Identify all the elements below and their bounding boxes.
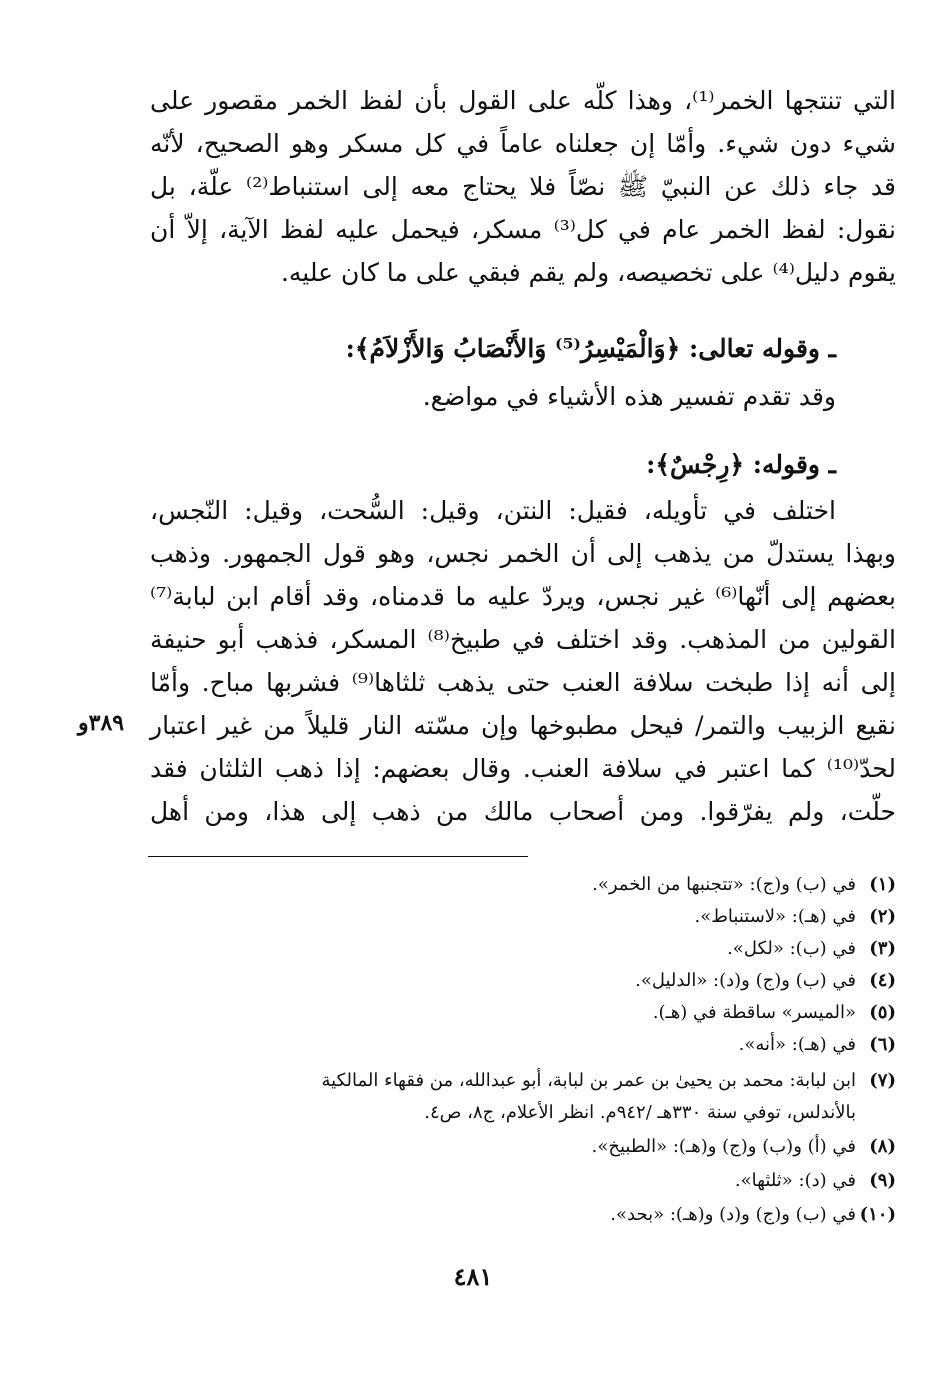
footnote-number: (١٠) (859, 1204, 896, 1225)
section-heading: ـ وقوله تعالى: ﴿وَالْمَيْسِرُ⁽⁵⁾ وَالأَنْصَابُ وَالأَزْلاَمُ﴾: (345, 334, 836, 363)
footnote-text: بالأندلس، توفي سنة ٣٣٠هـ /٩٤٢م. انظر الأعلام، ج٨، ص٤. (424, 1102, 856, 1123)
footnote (140, 998, 896, 1028)
footnote (140, 870, 896, 900)
footnote-text: في (هـ): «أنه». (738, 1034, 856, 1055)
footnote (140, 934, 896, 964)
body-line: يقوم دليل⁽⁴⁾ على تخصيصه، ولم يقم فبقي على ما كان عليه. (280, 258, 896, 287)
footnote (140, 1166, 896, 1196)
body-line: وبهذا يستدلّ من يذهب إلى أن الخمر نجس، وهو قول الجمهور. وذهب (150, 539, 896, 568)
footnote-text: في (ب): «لكل». (727, 938, 856, 959)
footnote-number: (٢) (869, 906, 896, 927)
footnote-text: في (ب) و(ج): «تتجنبها من الخمر». (592, 874, 856, 895)
footnote-number: (٨) (869, 1136, 896, 1157)
body-line: نقيع الزبيب والتمر/ فيحل مطبوخها وإن مسّته النار قليلاً من غير اعتبار (150, 711, 896, 740)
body-line: نقول: لفظ الخمر عام في كل⁽³⁾ مسكر، فيحمل عليه لفظ الآية، إلاّ أن (150, 215, 896, 244)
body-line: إلى أنه إذا طبخت سلافة العنب حتى يذهب ثلثاها⁽⁹⁾ فشربها مباح. وأمّا (150, 668, 896, 697)
section-heading: ـ وقوله: ﴿رِجْسٌ﴾: (646, 450, 836, 479)
footnote-text: في (د): «ثلثها». (734, 1170, 856, 1191)
body-line: بعضهم إلى أنّها⁽⁶⁾ غير نجس، ويردّ عليه ما قدمناه، وقد أقام ابن لبابة⁽⁷⁾ (150, 582, 896, 611)
manuscript-folio-note: ٣٨٩و (78, 710, 125, 736)
footnote (140, 902, 896, 932)
footnote-text: في (هـ): «لاستنباط». (694, 906, 856, 927)
footnote-number: (٣) (869, 938, 896, 959)
footnote-continuation (140, 1098, 896, 1128)
footnote (140, 1200, 896, 1230)
footnote-text: «الميسر» ساقطة في (هـ). (652, 1002, 856, 1023)
body-line: حلّت، ولم يفرّقوا. ومن أصحاب مالك من ذهب إلى هذا، ومن أهل (150, 797, 896, 826)
body-line: قد جاء ذلك عن النبيّ ﷺ نصّاً فلا يحتاج معه إلى استنباط⁽²⁾ علّة، بل (150, 172, 896, 201)
footnote (140, 1066, 896, 1096)
footnote-number: (٥) (869, 1002, 896, 1023)
footnote-number: (٤) (869, 970, 896, 991)
footnote (140, 1132, 896, 1162)
footnote-text: في (أ) و(ب) و(ج) و(هـ): «الطبيخ». (591, 1136, 856, 1157)
footnote-text: ابن لبابة: محمد بن يحيىٰ بن عمر بن لبابة، أبو عبدالله، من فقهاء المالكية (321, 1070, 856, 1091)
footnote-number: (٩) (869, 1170, 896, 1191)
body-line: شيء دون شيء. وأمّا إن جعلناه عاماً في كل مسكر وهو الصحيح، لأنّه (150, 129, 896, 158)
footnote-number: (١) (869, 874, 896, 895)
footnote-number: (٦) (869, 1034, 896, 1055)
footnote-number: (٧) (869, 1070, 896, 1091)
footnote-text: في (ب) و(ج) و(د) و(هـ): «بحد». (610, 1204, 856, 1225)
body-line: لحدّ⁽¹⁰⁾ كما اعتبر في سلافة العنب. وقال بعضهم: إذا ذهب الثلثان فقد (150, 754, 896, 783)
body-line: اختلف في تأويله، فقيل: النتن، وقيل: السُّحت، وقيل: النّجس، (150, 496, 836, 525)
body-line: التي تنتجها الخمر⁽¹⁾، وهذا كلّه على القول بأن لفظ الخمر مقصور على (150, 86, 896, 115)
footnote-divider (148, 856, 528, 857)
footnote-text: في (ب) و(ج) و(د): «الدليل». (635, 970, 856, 991)
body-line: القولين من المذهب. وقد اختلف في طبيخ⁽⁸⁾ المسكر، فذهب أبو حنيفة (150, 625, 896, 654)
footnote (140, 1030, 896, 1060)
page-number: ٤٨١ (453, 1262, 493, 1291)
body-line: وقد تقدم تفسير هذه الأشياء في مواضع. (422, 382, 836, 411)
footnote (140, 966, 896, 996)
